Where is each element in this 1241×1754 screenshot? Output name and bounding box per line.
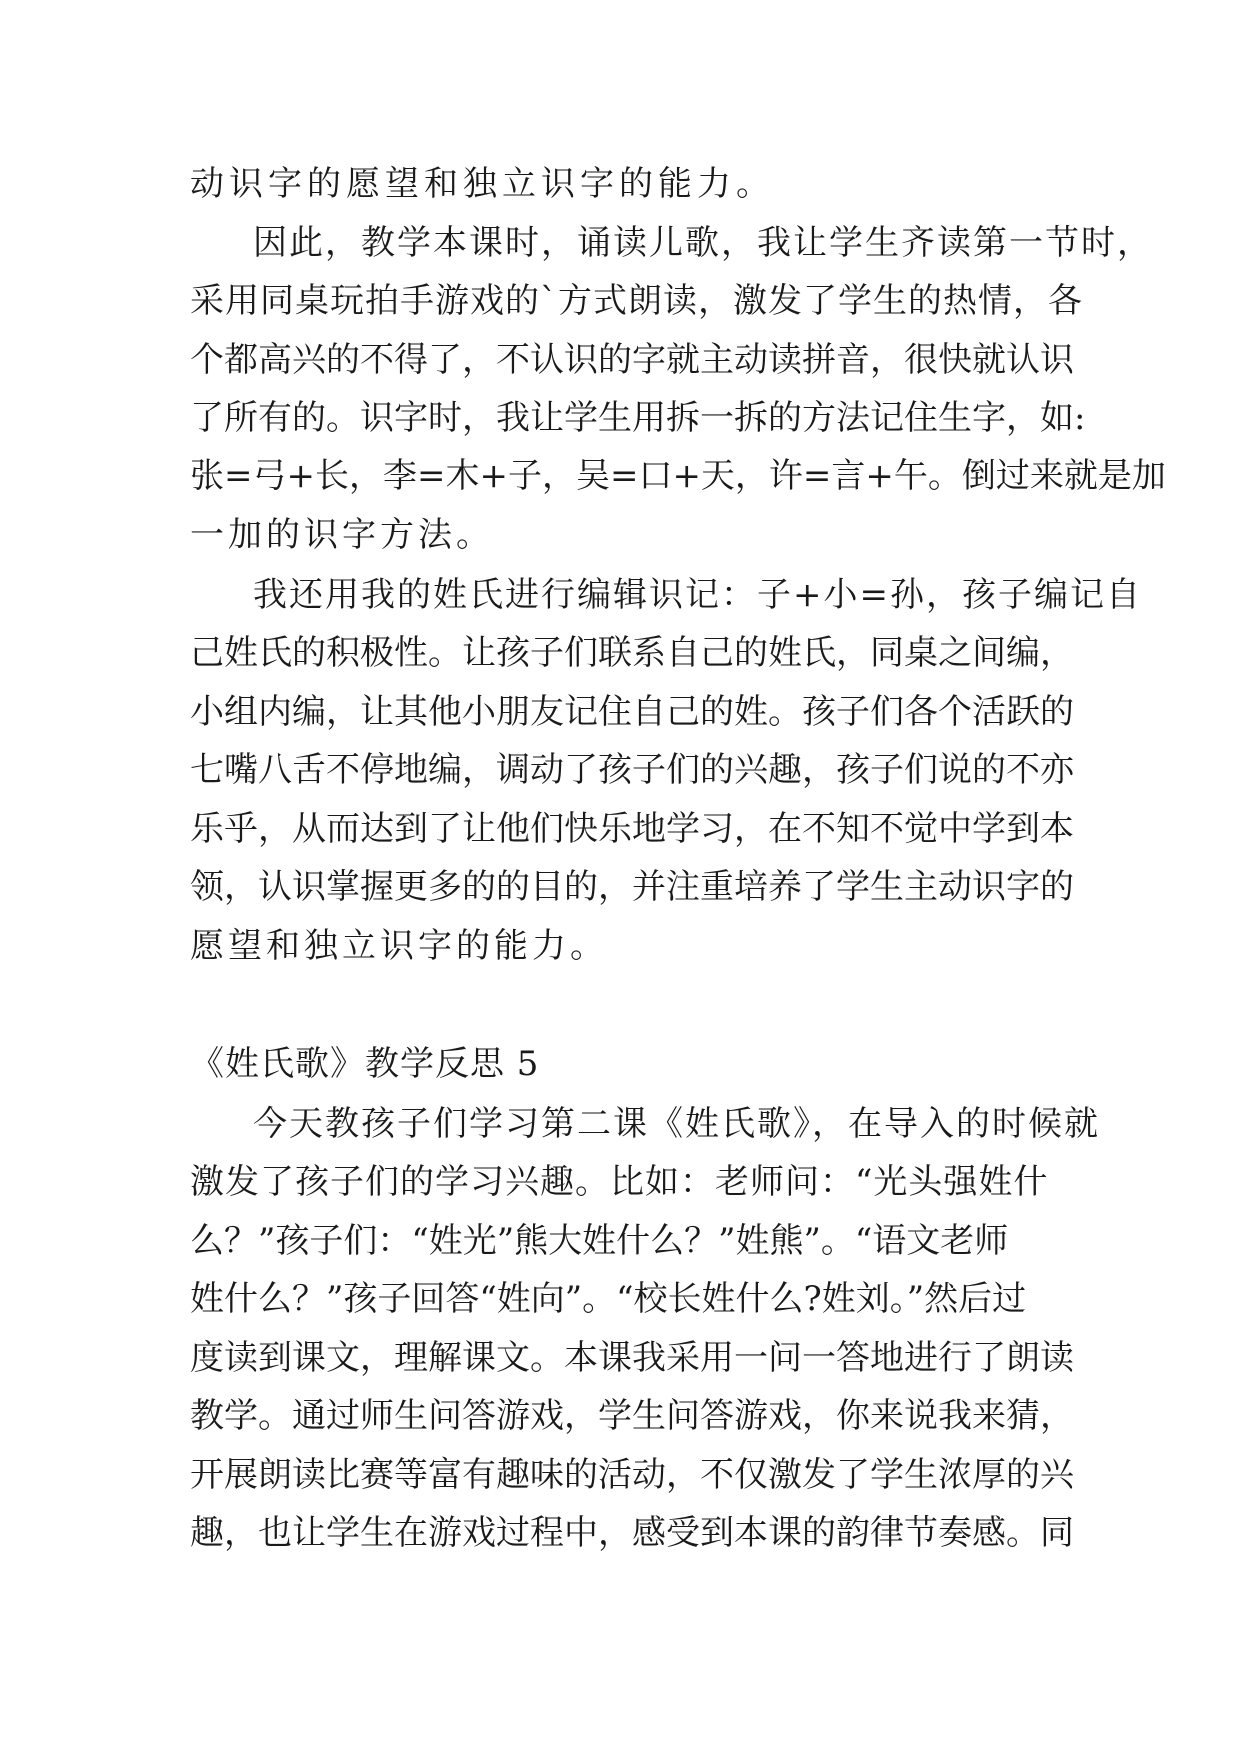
text-line-content: 个都高兴的不得了，不认识的字就主动读拼音，很快就认识 <box>190 340 1074 380</box>
text-line-content: 度读到课文，理解课文。本课我采用一问一答地进行了朗读 <box>190 1338 1074 1378</box>
text-line <box>190 858 1241 916</box>
text-line <box>190 683 1241 741</box>
text-line-content: 采用同桌玩拍手游戏的`方式朗读，激发了学生的热情，各 <box>190 281 1083 321</box>
text-line-content: 我还用我的姓氏进行编辑识记：子+小=孙，孩子编记自 <box>253 575 1142 615</box>
text-line-content: 一加的识字方法。 <box>190 515 494 555</box>
text-line <box>190 800 1241 858</box>
text-line-content: 张=弓+长，李=木+子，吴=口+天，许=言+午。倒过来就是加 <box>190 456 1166 496</box>
text-line-content: 了所有的。识字时，我让学生用拆一拆的方法记住生字，如: <box>190 398 1086 438</box>
text-line <box>190 741 1241 799</box>
text-line-content: 教学。通过师生问答游戏，学生问答游戏，你来说我来猜， <box>190 1396 1074 1436</box>
text-line <box>190 447 1241 505</box>
text-line-content: 小组内编，让其他小朋友记住自己的姓。孩子们各个活跃的 <box>190 692 1074 732</box>
text-line-content: 姓什么？”孩子回答“姓向”。“校长姓什么?姓刘。”然后过 <box>190 1279 1027 1319</box>
text-line-content: 开展朗读比赛等富有趣味的活动，不仅激发了学生浓厚的兴 <box>190 1455 1074 1495</box>
text-line <box>190 1504 1241 1562</box>
text-line <box>190 1153 1241 1211</box>
paragraph-first-line <box>253 1095 1241 1153</box>
text-line-content: 动识字的愿望和独立识字的能力。 <box>190 164 775 204</box>
text-line-content: 七嘴八舌不停地编，调动了孩子们的兴趣，孩子们说的不亦 <box>190 750 1074 790</box>
text-line <box>190 1270 1241 1328</box>
text-line <box>190 1387 1241 1445</box>
text-line-content: 领，认识掌握更多的的目的，并注重培养了学生主动识字的 <box>190 867 1074 907</box>
text-line-content: 么？”孩子们：“姓光”熊大姓什么？”姓熊”。“语文老师 <box>190 1221 1009 1261</box>
paragraph-first-line <box>253 566 1241 624</box>
section-title <box>190 1035 1241 1093</box>
paragraph-first-line <box>253 214 1241 272</box>
text-line <box>190 331 1241 389</box>
text-line <box>190 155 1241 213</box>
text-line <box>190 624 1241 682</box>
text-line <box>190 1329 1241 1387</box>
text-line-content: 因此，教学本课时，诵读儿歌，我让学生齐读第一节时， <box>253 223 1153 263</box>
text-line <box>190 1212 1241 1270</box>
text-line <box>190 1446 1241 1504</box>
text-line-content: 今天教孩子们学习第二课《姓氏歌》，在导入的时候就 <box>253 1104 1100 1144</box>
text-line <box>190 917 1241 975</box>
text-line-content: 趣，也让学生在游戏过程中，感受到本课的韵律节奏感。同 <box>190 1513 1074 1553</box>
text-line <box>190 272 1241 330</box>
text-line-content: 愿望和独立识字的能力。 <box>190 926 608 966</box>
text-line-content: 己姓氏的积极性。让孩子们联系自己的姓氏，同桌之间编， <box>190 633 1074 673</box>
text-line-content: 乐乎，从而达到了让他们快乐地学习，在不知不觉中学到本 <box>190 809 1074 849</box>
text-line <box>190 389 1241 447</box>
section-title-text: 《姓氏歌》教学反思 5 <box>190 1044 540 1084</box>
text-line <box>190 506 1241 564</box>
text-line-content: 激发了孩子们的学习兴趣。比如：老师问：“光头强姓什 <box>190 1162 1049 1202</box>
